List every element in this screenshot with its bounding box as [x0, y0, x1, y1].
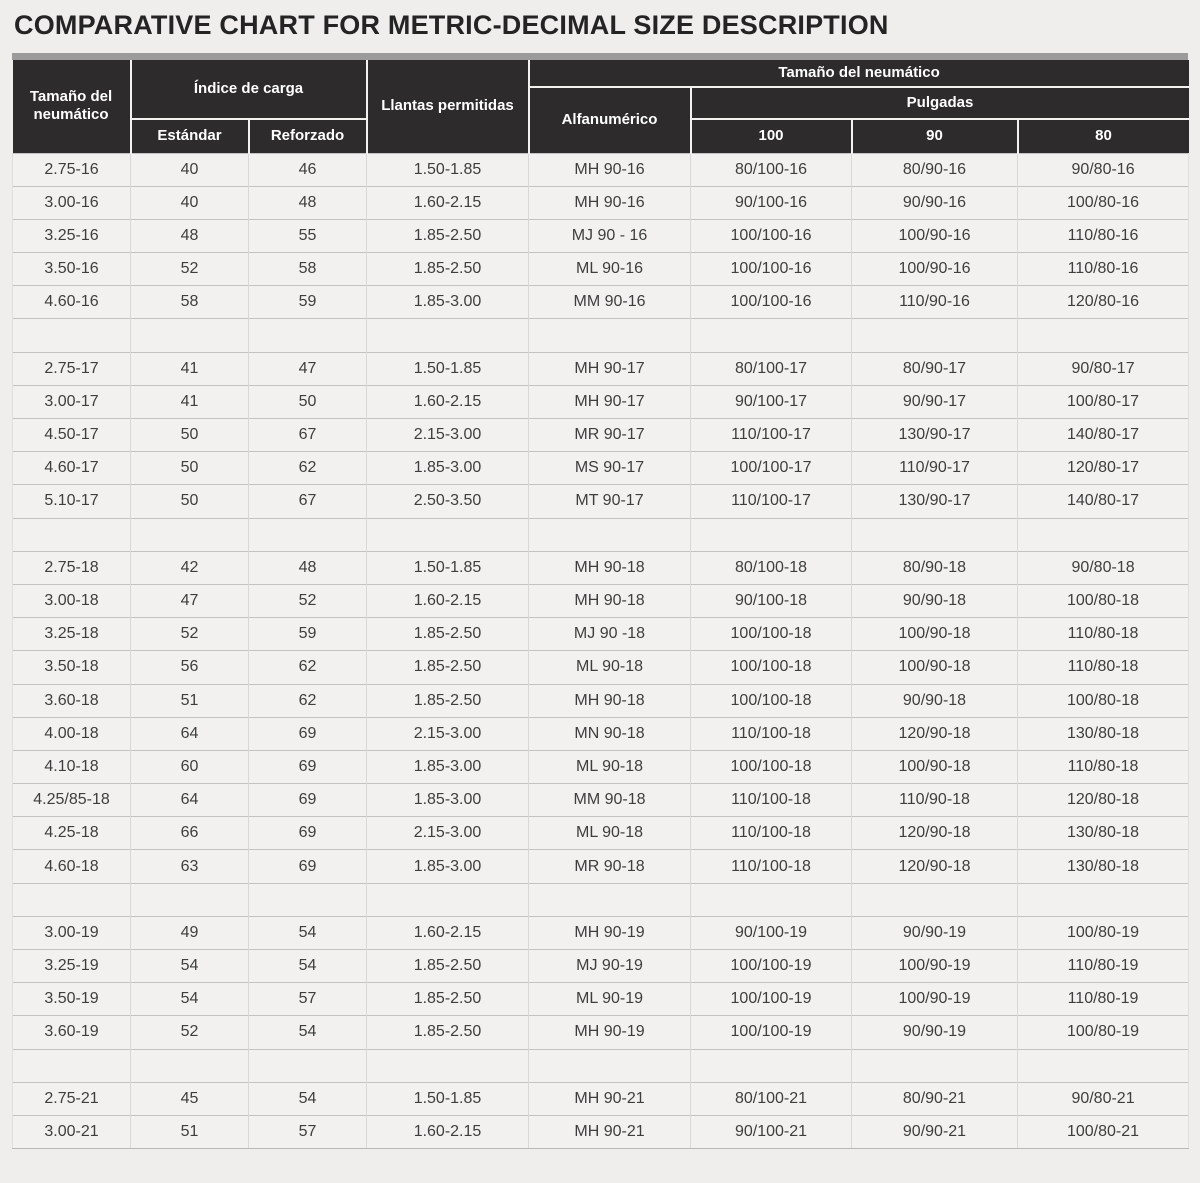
table-cell: 48	[249, 186, 367, 219]
table-cell: 52	[249, 584, 367, 617]
table-cell: MJ 90 - 16	[529, 219, 691, 252]
table-row	[13, 651, 1189, 684]
table-cell: MH 90-18	[529, 551, 691, 584]
table-cell	[529, 883, 691, 916]
table-cell: 1.85-3.00	[367, 750, 529, 783]
table-cell: 51	[131, 1115, 249, 1148]
table-cell: 100/90-19	[852, 950, 1018, 983]
table-cell: 100/80-19	[1018, 916, 1189, 949]
table-cell: 55	[249, 219, 367, 252]
table-body	[13, 153, 1189, 1149]
table-row	[13, 1082, 1189, 1115]
table-row	[13, 352, 1189, 385]
table-cell: 58	[249, 253, 367, 286]
table-cell	[691, 1049, 852, 1082]
table-row	[13, 186, 1189, 219]
table-cell: 90/90-19	[852, 916, 1018, 949]
table-cell: 40	[131, 186, 249, 219]
table-row	[13, 916, 1189, 949]
table-cell: 48	[131, 219, 249, 252]
comparison-table	[12, 60, 1189, 1149]
table-cell: 100/100-18	[691, 618, 852, 651]
table-cell: 62	[249, 651, 367, 684]
table-cell	[131, 1049, 249, 1082]
table-cell: 3.00-17	[13, 385, 131, 418]
table-cell: 90/100-18	[691, 584, 852, 617]
table-cell: 110/80-18	[1018, 651, 1189, 684]
table-cell: 100/100-19	[691, 983, 852, 1016]
table-cell: 110/80-19	[1018, 950, 1189, 983]
table-cell: 3.50-19	[13, 983, 131, 1016]
table-cell: 69	[249, 784, 367, 817]
table-cell: 100/80-18	[1018, 584, 1189, 617]
table-cell: 59	[249, 618, 367, 651]
table-row	[13, 1016, 1189, 1049]
table-row	[13, 485, 1189, 518]
table-cell	[131, 518, 249, 551]
header-inches-80: 80	[1018, 119, 1189, 153]
table-cell: 110/100-18	[691, 817, 852, 850]
table-cell: MH 90-18	[529, 684, 691, 717]
table-cell: 110/100-17	[691, 485, 852, 518]
table-cell: 100/100-19	[691, 950, 852, 983]
table-cell: MH 90-19	[529, 1016, 691, 1049]
table-cell: 80/100-16	[691, 153, 852, 186]
table-cell: 40	[131, 153, 249, 186]
table-cell: 1.85-3.00	[367, 286, 529, 319]
table-cell: 100/100-16	[691, 253, 852, 286]
table-cell: 80/90-16	[852, 153, 1018, 186]
table-cell: 120/80-16	[1018, 286, 1189, 319]
table-cell: 51	[131, 684, 249, 717]
table-cell: 1.85-2.50	[367, 1016, 529, 1049]
separator-row	[13, 1049, 1189, 1082]
table-cell: 110/100-18	[691, 717, 852, 750]
table-cell: 130/80-18	[1018, 817, 1189, 850]
table-cell: 50	[131, 419, 249, 452]
table-row	[13, 684, 1189, 717]
table-cell: ML 90-16	[529, 253, 691, 286]
separator-row	[13, 319, 1189, 352]
table-cell: 58	[131, 286, 249, 319]
table-cell: 90/80-16	[1018, 153, 1189, 186]
table-cell: MJ 90 -18	[529, 618, 691, 651]
table-cell: 90/100-17	[691, 385, 852, 418]
table-cell	[852, 1049, 1018, 1082]
table-cell: 64	[131, 717, 249, 750]
table-cell: 69	[249, 750, 367, 783]
table-cell	[13, 883, 131, 916]
table-row	[13, 419, 1189, 452]
table-cell: 56	[131, 651, 249, 684]
table-cell: 47	[249, 352, 367, 385]
table-cell: 90/80-21	[1018, 1082, 1189, 1115]
table-cell: 100/100-16	[691, 219, 852, 252]
table-cell: 66	[131, 817, 249, 850]
table-cell: 4.60-16	[13, 286, 131, 319]
table-cell: 100/90-18	[852, 750, 1018, 783]
table-cell: 5.10-17	[13, 485, 131, 518]
table-cell: 3.00-18	[13, 584, 131, 617]
table-cell: 90/100-21	[691, 1115, 852, 1148]
table-cell	[529, 319, 691, 352]
table-cell: MN 90-18	[529, 717, 691, 750]
table-cell	[13, 1049, 131, 1082]
table-cell	[367, 1049, 529, 1082]
table-header	[13, 60, 1189, 153]
table-cell: 110/80-18	[1018, 750, 1189, 783]
table-row	[13, 784, 1189, 817]
table-cell: 2.15-3.00	[367, 717, 529, 750]
table-cell	[131, 883, 249, 916]
table-cell: 100/100-18	[691, 684, 852, 717]
table-cell: MM 90-18	[529, 784, 691, 817]
table-cell: 50	[131, 452, 249, 485]
table-cell: 1.60-2.15	[367, 186, 529, 219]
table-cell: 1.85-3.00	[367, 850, 529, 883]
table-cell: 1.85-2.50	[367, 684, 529, 717]
table-cell: MH 90-17	[529, 352, 691, 385]
table-cell: 1.85-3.00	[367, 784, 529, 817]
table-cell: 1.60-2.15	[367, 584, 529, 617]
table-cell: MH 90-21	[529, 1115, 691, 1148]
table-cell: 80/90-17	[852, 352, 1018, 385]
header-load-index: Índice de carga	[131, 60, 367, 119]
table-cell: 90/90-18	[852, 584, 1018, 617]
table-cell: 52	[131, 1016, 249, 1049]
table-cell: 1.60-2.15	[367, 1115, 529, 1148]
table-cell: 1.50-1.85	[367, 352, 529, 385]
table-cell: 110/80-19	[1018, 983, 1189, 1016]
table-cell: 48	[249, 551, 367, 584]
table-cell: 57	[249, 1115, 367, 1148]
header-tire-size-left: Tamaño del neumático	[13, 60, 131, 153]
table-row	[13, 817, 1189, 850]
table-cell	[249, 883, 367, 916]
table-cell: ML 90-19	[529, 983, 691, 1016]
table-cell: 90/90-21	[852, 1115, 1018, 1148]
table-cell: MJ 90-19	[529, 950, 691, 983]
table-cell: 100/100-18	[691, 750, 852, 783]
table-row	[13, 750, 1189, 783]
header-rims-allowed: Llantas permitidas	[367, 60, 529, 153]
table-cell: 110/90-18	[852, 784, 1018, 817]
table-cell: 130/90-17	[852, 419, 1018, 452]
table-cell: 100/100-19	[691, 1016, 852, 1049]
table-cell	[1018, 319, 1189, 352]
table-cell: 120/90-18	[852, 817, 1018, 850]
header-inches-90: 90	[852, 119, 1018, 153]
table-row	[13, 286, 1189, 319]
table-row	[13, 551, 1189, 584]
table-cell: 120/80-18	[1018, 784, 1189, 817]
table-cell	[529, 518, 691, 551]
table-cell: MH 90-16	[529, 186, 691, 219]
table-cell: 90/100-19	[691, 916, 852, 949]
table-cell: 1.85-2.50	[367, 950, 529, 983]
table-cell: MH 90-21	[529, 1082, 691, 1115]
table-cell: 110/80-16	[1018, 219, 1189, 252]
header-tire-size-right: Tamaño del neumático	[529, 60, 1189, 87]
table-cell: 130/90-17	[852, 485, 1018, 518]
table-cell: MT 90-17	[529, 485, 691, 518]
table-cell: 3.25-16	[13, 219, 131, 252]
table-cell	[852, 319, 1018, 352]
table-cell: 100/80-18	[1018, 684, 1189, 717]
table-cell: 54	[131, 950, 249, 983]
table-row	[13, 1115, 1189, 1148]
table-cell	[1018, 1049, 1189, 1082]
table-cell: 100/80-21	[1018, 1115, 1189, 1148]
table-row	[13, 385, 1189, 418]
table-cell: 1.60-2.15	[367, 385, 529, 418]
table-cell: 41	[131, 352, 249, 385]
table-cell: 4.25/85-18	[13, 784, 131, 817]
table-cell: 50	[249, 385, 367, 418]
table-cell: 100/90-16	[852, 253, 1018, 286]
table-cell: 90/100-16	[691, 186, 852, 219]
table-cell: 4.00-18	[13, 717, 131, 750]
table-cell: 47	[131, 584, 249, 617]
table-cell: 64	[131, 784, 249, 817]
table-cell: MR 90-18	[529, 850, 691, 883]
table-cell: 52	[131, 618, 249, 651]
table-cell: 80/100-21	[691, 1082, 852, 1115]
table-row	[13, 584, 1189, 617]
table-cell: 62	[249, 452, 367, 485]
table-cell	[249, 1049, 367, 1082]
table-cell: 54	[249, 950, 367, 983]
table-cell: 69	[249, 850, 367, 883]
table-cell: 69	[249, 717, 367, 750]
header-standard: Estándar	[131, 119, 249, 153]
table-cell: 67	[249, 419, 367, 452]
table-cell	[529, 1049, 691, 1082]
table-cell: 2.75-18	[13, 551, 131, 584]
table-cell: 100/90-18	[852, 651, 1018, 684]
table-cell: 100/80-16	[1018, 186, 1189, 219]
table-cell: 67	[249, 485, 367, 518]
table-cell: 1.50-1.85	[367, 551, 529, 584]
table-cell: 120/90-18	[852, 717, 1018, 750]
table-cell: ML 90-18	[529, 651, 691, 684]
table-cell: 110/100-18	[691, 850, 852, 883]
table-cell: 90/90-19	[852, 1016, 1018, 1049]
table-cell	[367, 518, 529, 551]
table-cell: 130/80-18	[1018, 850, 1189, 883]
table-cell: 3.60-18	[13, 684, 131, 717]
table-cell: 3.00-16	[13, 186, 131, 219]
table-cell: 42	[131, 551, 249, 584]
table-cell: 100/100-16	[691, 286, 852, 319]
separator-row	[13, 883, 1189, 916]
table-cell: 54	[249, 1082, 367, 1115]
table-row	[13, 618, 1189, 651]
header-inches: Pulgadas	[691, 87, 1189, 119]
table-cell: MR 90-17	[529, 419, 691, 452]
table-row	[13, 983, 1189, 1016]
header-reinforced: Reforzado	[249, 119, 367, 153]
table-row	[13, 153, 1189, 186]
table-cell: ML 90-18	[529, 750, 691, 783]
table-row	[13, 950, 1189, 983]
table-cell: 4.10-18	[13, 750, 131, 783]
table-cell: 110/90-17	[852, 452, 1018, 485]
table-cell: 1.60-2.15	[367, 916, 529, 949]
table-cell: MM 90-16	[529, 286, 691, 319]
table-cell: 54	[249, 1016, 367, 1049]
header-row-1	[13, 60, 1189, 87]
table-cell: 60	[131, 750, 249, 783]
table-cell: 120/80-17	[1018, 452, 1189, 485]
header-alphanumeric: Alfanumérico	[529, 87, 691, 153]
table-cell: 3.50-18	[13, 651, 131, 684]
table-row	[13, 717, 1189, 750]
table-cell: 41	[131, 385, 249, 418]
table-cell: 3.50-16	[13, 253, 131, 286]
table-cell: 2.75-17	[13, 352, 131, 385]
table-cell: 3.00-19	[13, 916, 131, 949]
table-top-strip	[12, 53, 1188, 60]
table-cell: 46	[249, 153, 367, 186]
table-cell: 57	[249, 983, 367, 1016]
table-cell: 110/100-17	[691, 419, 852, 452]
table-cell: 90/90-16	[852, 186, 1018, 219]
table-cell: 80/100-17	[691, 352, 852, 385]
table-cell: 100/90-16	[852, 219, 1018, 252]
table-cell: 45	[131, 1082, 249, 1115]
table-cell: 3.00-21	[13, 1115, 131, 1148]
table-cell: 59	[249, 286, 367, 319]
table-cell	[852, 883, 1018, 916]
table-cell: 80/90-21	[852, 1082, 1018, 1115]
table-cell: 80/90-18	[852, 551, 1018, 584]
table-cell: 3.25-19	[13, 950, 131, 983]
table-cell: 80/100-18	[691, 551, 852, 584]
table-cell: 2.15-3.00	[367, 419, 529, 452]
table-cell: 100/80-17	[1018, 385, 1189, 418]
table-cell	[1018, 518, 1189, 551]
table-cell: 4.60-18	[13, 850, 131, 883]
table-cell	[249, 518, 367, 551]
table-cell: 3.25-18	[13, 618, 131, 651]
table-cell	[367, 883, 529, 916]
table-cell: 100/80-19	[1018, 1016, 1189, 1049]
table-cell	[691, 883, 852, 916]
table-cell: 2.75-16	[13, 153, 131, 186]
table-cell: 54	[249, 916, 367, 949]
table-cell: 50	[131, 485, 249, 518]
table-cell: MH 90-17	[529, 385, 691, 418]
page-title: COMPARATIVE CHART FOR METRIC-DECIMAL SIZE DESCRIPTION	[14, 10, 889, 40]
table-cell: 3.60-19	[13, 1016, 131, 1049]
table-cell: 1.85-2.50	[367, 618, 529, 651]
table-cell	[131, 319, 249, 352]
separator-row	[13, 518, 1189, 551]
table-row	[13, 850, 1189, 883]
table-row	[13, 253, 1189, 286]
table-cell: 100/90-19	[852, 983, 1018, 1016]
table-cell	[852, 518, 1018, 551]
table-cell: MH 90-19	[529, 916, 691, 949]
table-cell	[249, 319, 367, 352]
table-cell: 62	[249, 684, 367, 717]
table-cell	[13, 319, 131, 352]
table-row	[13, 219, 1189, 252]
comparison-table-container	[12, 53, 1188, 1149]
table-cell: 69	[249, 817, 367, 850]
table-cell: 49	[131, 916, 249, 949]
header-inches-100: 100	[691, 119, 852, 153]
table-cell: 90/90-18	[852, 684, 1018, 717]
table-cell	[13, 518, 131, 551]
table-cell: 4.25-18	[13, 817, 131, 850]
table-cell: 110/90-16	[852, 286, 1018, 319]
table-cell: 2.50-3.50	[367, 485, 529, 518]
table-cell	[691, 518, 852, 551]
table-cell: MH 90-18	[529, 584, 691, 617]
table-row	[13, 452, 1189, 485]
table-cell: ML 90-18	[529, 817, 691, 850]
table-cell	[1018, 883, 1189, 916]
table-cell: 2.75-21	[13, 1082, 131, 1115]
table-cell: 1.85-2.50	[367, 219, 529, 252]
table-cell: 1.85-3.00	[367, 452, 529, 485]
table-cell: 120/90-18	[852, 850, 1018, 883]
table-cell: 100/100-18	[691, 651, 852, 684]
table-cell: 140/80-17	[1018, 419, 1189, 452]
table-cell: 2.15-3.00	[367, 817, 529, 850]
table-cell: 110/80-18	[1018, 618, 1189, 651]
table-cell: 4.50-17	[13, 419, 131, 452]
table-cell: 100/90-18	[852, 618, 1018, 651]
table-cell: 90/80-18	[1018, 551, 1189, 584]
table-cell	[367, 319, 529, 352]
table-cell: 110/80-16	[1018, 253, 1189, 286]
table-cell: 90/80-17	[1018, 352, 1189, 385]
table-cell: 1.85-2.50	[367, 651, 529, 684]
table-cell: 90/90-17	[852, 385, 1018, 418]
table-cell: 52	[131, 253, 249, 286]
table-cell: 4.60-17	[13, 452, 131, 485]
table-cell: MH 90-16	[529, 153, 691, 186]
table-cell: 110/100-18	[691, 784, 852, 817]
table-cell: 1.50-1.85	[367, 1082, 529, 1115]
table-cell: 140/80-17	[1018, 485, 1189, 518]
table-cell: 54	[131, 983, 249, 1016]
table-cell: 1.85-2.50	[367, 253, 529, 286]
table-cell: 63	[131, 850, 249, 883]
table-cell	[691, 319, 852, 352]
table-cell: 100/100-17	[691, 452, 852, 485]
table-cell: MS 90-17	[529, 452, 691, 485]
table-cell: 1.50-1.85	[367, 153, 529, 186]
table-cell: 1.85-2.50	[367, 983, 529, 1016]
table-cell: 130/80-18	[1018, 717, 1189, 750]
